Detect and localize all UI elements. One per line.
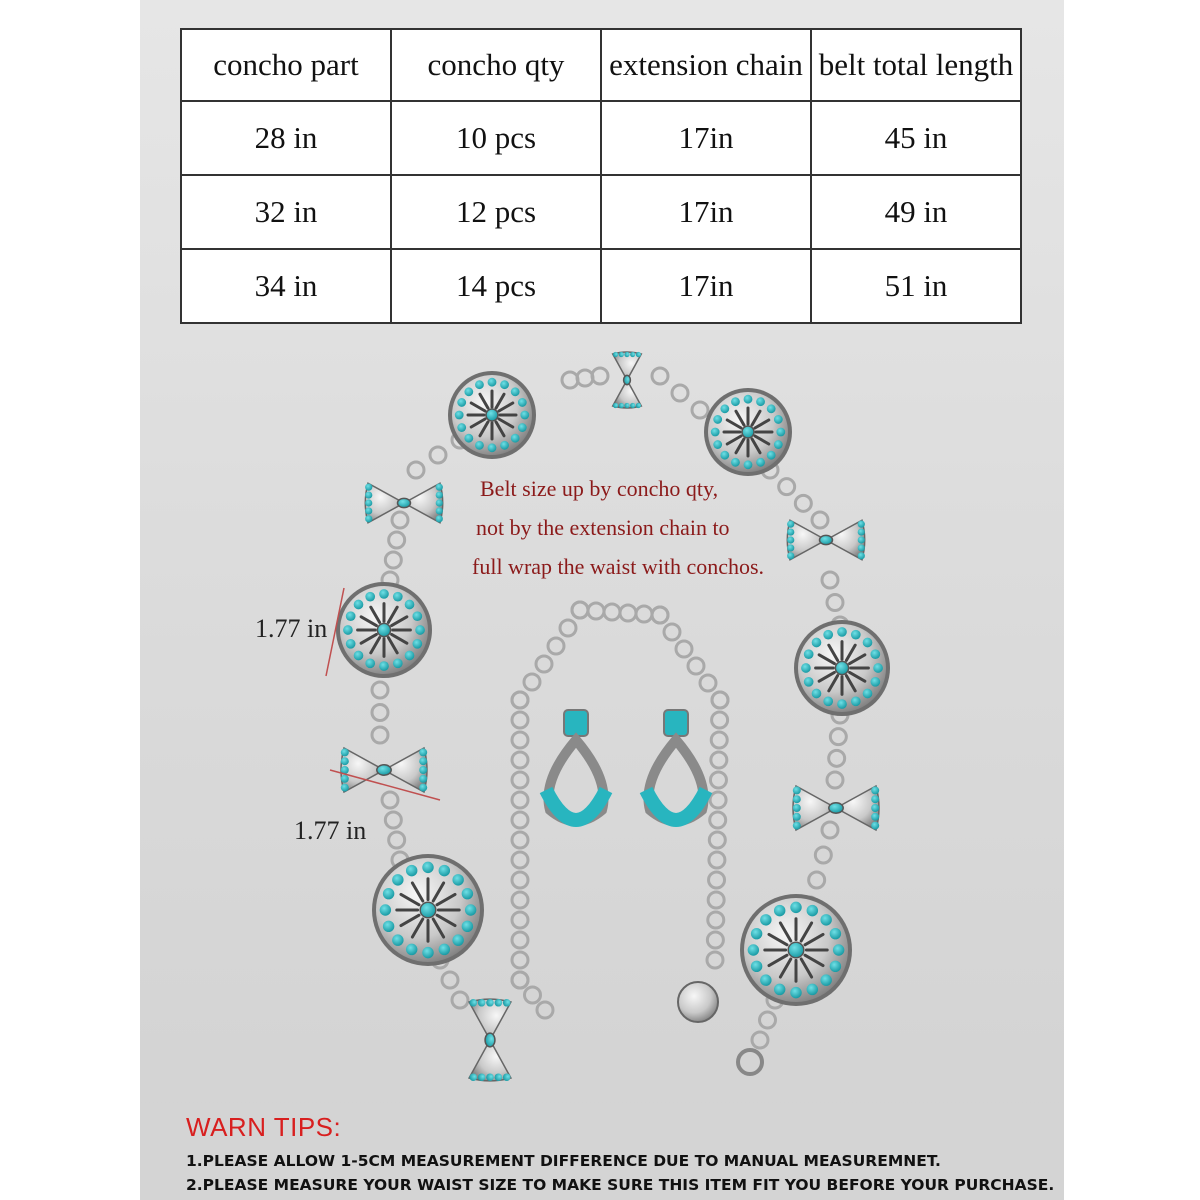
chain-link xyxy=(664,624,680,640)
chain-link xyxy=(809,872,825,888)
earring-icon xyxy=(646,710,706,821)
table-cell: 14 pcs xyxy=(391,249,601,323)
chain-link xyxy=(512,852,528,868)
chain-link xyxy=(827,772,843,788)
warn-tips-box xyxy=(140,1104,1064,1200)
chain-link xyxy=(385,552,401,568)
belt-size-note-line-1: Belt size up by concho qty, xyxy=(480,476,719,501)
chain-link xyxy=(707,952,723,968)
table-cell: 17in xyxy=(601,101,811,175)
chain-link xyxy=(692,402,708,418)
bow-concho-icon xyxy=(469,999,511,1081)
chain-link xyxy=(512,692,528,708)
chain-link xyxy=(512,892,528,908)
chain-link xyxy=(512,712,528,728)
chain-link xyxy=(830,729,846,745)
bow-concho-icon xyxy=(613,352,642,408)
chain-link xyxy=(512,832,528,848)
chain-link xyxy=(708,892,724,908)
chain-link xyxy=(711,732,727,748)
chain-link xyxy=(700,675,716,691)
chain-link xyxy=(512,812,528,828)
chain-link xyxy=(512,972,528,988)
header-extension-chain: extension chain xyxy=(601,29,811,101)
chain-link xyxy=(812,512,828,528)
belt-size-note-line-2: not by the extension chain to xyxy=(476,515,730,540)
chain-link xyxy=(752,1032,768,1048)
chain-link xyxy=(512,912,528,928)
chain-link xyxy=(385,812,401,828)
chain-link xyxy=(537,1002,553,1018)
chain-link xyxy=(512,872,528,888)
concho-icon xyxy=(704,388,792,476)
chain-link xyxy=(672,385,688,401)
chain-link xyxy=(512,752,528,768)
chain-link xyxy=(795,495,811,511)
chain-link xyxy=(512,932,528,948)
chain-link xyxy=(588,603,604,619)
chain-link xyxy=(604,604,620,620)
chain-link xyxy=(372,682,388,698)
chain-link xyxy=(711,752,727,768)
lobster-clasp-icon xyxy=(738,1050,762,1074)
chain-link xyxy=(709,832,725,848)
concho-icon xyxy=(794,620,890,716)
chain-link xyxy=(562,372,578,388)
chain-link xyxy=(710,792,726,808)
concho-icon xyxy=(448,371,536,459)
chain-link xyxy=(620,605,636,621)
table-cell: 17in xyxy=(601,175,811,249)
table-cell: 49 in xyxy=(811,175,1021,249)
chain-link xyxy=(822,572,838,588)
chain-link xyxy=(389,532,405,548)
belt-size-note-line-3: full wrap the waist with conchos. xyxy=(472,554,765,579)
chain-link xyxy=(779,479,795,495)
chain-link xyxy=(382,792,398,808)
chain-link xyxy=(592,368,608,384)
table-cell: 17in xyxy=(601,249,811,323)
chain-link xyxy=(636,606,652,622)
chain-link xyxy=(512,772,528,788)
chain-link xyxy=(829,750,845,766)
chain-link xyxy=(710,772,726,788)
chain-link xyxy=(372,727,388,743)
warn-tip-2: 2.PLEASE MEASURE YOUR WAIST SIZE TO MAKE SURE THIS ITEM FIT YOU BEFORE YOUR PURCHASE. xyxy=(186,1176,1055,1194)
chain-link xyxy=(707,932,723,948)
chain-link xyxy=(512,732,528,748)
warn-tip-1: 1.PLEASE ALLOW 1-5CM MEASUREMENT DIFFERENCE DUE TO MANUAL MEASUREMNET. xyxy=(186,1152,941,1170)
concho-height-label: 1.77 in xyxy=(255,614,328,643)
table-cell: 28 in xyxy=(181,101,391,175)
header-belt-total-length: belt total length xyxy=(811,29,1021,101)
chain-link xyxy=(676,641,692,657)
chain-link xyxy=(712,692,728,708)
table-cell: 34 in xyxy=(181,249,391,323)
chain-link xyxy=(827,595,843,611)
chain-link xyxy=(430,447,446,463)
chain-link xyxy=(708,912,724,928)
chain-link xyxy=(815,847,831,863)
earring-icon xyxy=(546,710,606,821)
chain-link xyxy=(408,462,424,478)
table-cell: 45 in xyxy=(811,101,1021,175)
chain-link xyxy=(709,872,725,888)
chain-link xyxy=(512,952,528,968)
chain-link xyxy=(652,607,668,623)
chain-link xyxy=(560,620,576,636)
chain-link xyxy=(709,852,725,868)
table-cell: 10 pcs xyxy=(391,101,601,175)
chain-link xyxy=(524,674,540,690)
concho-icon xyxy=(372,854,484,966)
chain-link xyxy=(452,992,468,1008)
chain-link xyxy=(712,712,728,728)
chain-link xyxy=(389,832,405,848)
concho-icon xyxy=(740,894,852,1006)
header-concho-qty: concho qty xyxy=(391,29,601,101)
chain-link xyxy=(525,987,541,1003)
chain-link xyxy=(512,792,528,808)
concho-icon xyxy=(336,582,432,678)
chain-link xyxy=(548,638,564,654)
chain-link xyxy=(710,812,726,828)
chain-link xyxy=(652,368,668,384)
table-cell: 51 in xyxy=(811,249,1021,323)
table-cell: 32 in xyxy=(181,175,391,249)
chain-link xyxy=(442,972,458,988)
chain-link xyxy=(392,512,408,528)
warn-tips-title: WARN TIPS: xyxy=(186,1112,342,1142)
chain-link xyxy=(372,705,388,721)
chain-link xyxy=(760,1012,776,1028)
chain-link xyxy=(688,658,704,674)
chain-link xyxy=(536,656,552,672)
table-cell: 12 pcs xyxy=(391,175,601,249)
bow-width-label: 1.77 in xyxy=(294,816,367,845)
header-concho-part: concho part xyxy=(181,29,391,101)
chain-link xyxy=(822,822,838,838)
bow-concho-icon xyxy=(365,483,443,523)
chain-link xyxy=(577,370,593,386)
sunburst-charm-icon xyxy=(678,982,718,1022)
chain-link xyxy=(572,602,588,618)
